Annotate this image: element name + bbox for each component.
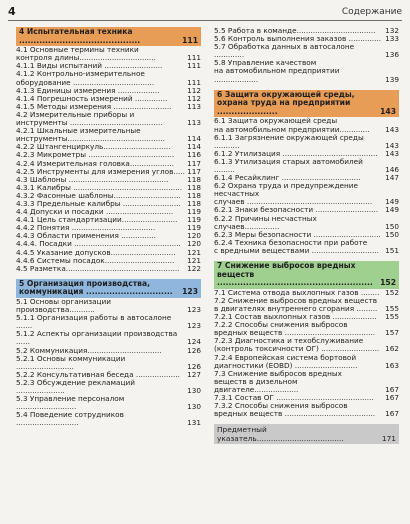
section-heading [214,261,399,289]
toc-entry-page: 114 [187,142,201,152]
page-header [0,0,410,22]
toc-entry-title: 4.2.4 Измерительная головка................... [16,158,174,168]
toc-entry [214,67,399,83]
toc-entry-title: 4.4.3 Области применения ............... [16,231,157,241]
section-heading-title: 5 Организация производства, коммуникация .............................. [19,278,173,297]
toc-entry-page: 149 [385,197,399,207]
toc-entry-title: контроля длины................................. [16,53,156,63]
toc-entries [214,289,399,419]
toc-entry-page: 112 [187,93,201,103]
toc-entry-title: 4.4.4. Посадки .............................................. [16,239,181,249]
toc-entry-page: 118 [187,198,201,208]
running-title: Содержание [341,7,402,17]
toc-entry-page: 152 [385,287,399,297]
toc-entry-page: 120 [187,239,201,249]
toc-entry-title: 6.2.3 Меры безопасности ............................. [214,229,381,239]
toc-entry-title: 6.2.2 Причины несчастных случаев............... [214,213,317,231]
toc-entry-page: 147 [385,173,399,183]
toc-entry-page: 122 [187,263,201,273]
toc-entry-title: 4.1.1 Виды испытаний ......................... [16,61,163,71]
toc-entry-title: 4.2.3 Микрометры ..................................... [16,150,175,160]
section-heading [214,90,399,118]
toc-entry [16,330,201,346]
section-heading-title: 4 Испытательная техника .......................................... [19,27,141,45]
section-heading-title-cont: коммуникация .............................. [19,287,173,297]
toc-entry-title: 5.2.2 Консультативная беседа ................... [16,369,180,379]
toc-entry-page: 131 [187,418,201,428]
toc-entry-page: 127 [187,369,201,379]
toc-entry-page: 126 [187,345,201,355]
toc-entry-title: 7.2.4 Европейская система бортовой [214,352,357,362]
toc-entry-title: 7.3 Снижение выбросов вредных [214,368,342,378]
toc-entry-page: 151 [385,245,399,255]
toc-entry-title: на автомобильном предприятии............. [214,124,370,134]
toc-entry-title: вредных веществ ....................................... [214,328,376,338]
toc-entry [16,395,201,411]
toc-entry-page: 112 [187,85,201,95]
toc-section [214,261,399,418]
toc-entries [16,46,201,273]
toc-entry [214,134,399,150]
toc-entry-title: 4.3 Шаблоны ........................................... [16,174,169,184]
toc-entry-page: 167 [385,393,399,403]
toc-entry-title: с вредными веществами ............................. [214,245,379,255]
toc-entry-page: 157 [385,328,399,338]
toc-entry-title: в двигателях внутреннего сгорания ......... [214,304,378,313]
toc-entry-title: 5.1.1 Организация работы в автосалоне ....... [16,313,172,331]
toc-entry-title: 4.4.6 Системы посадок.............................. [16,255,175,265]
toc-entry-title: 5.7 Обработка данных в автосалоне ............. [214,42,355,60]
toc-entry-page: 126 [187,361,201,371]
toc-entry-title: вредных веществ ....................................... [214,409,376,419]
section-heading [16,279,201,298]
toc-entry-title: 4.1 Основные термины техники [16,45,139,55]
toc-entry-title: (контроль токсичности ОГ) ......................... [214,344,380,354]
toc-entry-title: 4.1.4 Погрешность измерений .............. [16,93,168,103]
toc-entry-title: 5.5 Работа в команде.................................. [214,26,376,35]
toc-entries [16,298,201,428]
toc-entry [214,247,399,255]
toc-entry-title: инструменты ........................................ [16,118,163,128]
toc-entry-page: 121 [187,247,201,257]
toc-entry [214,158,399,174]
toc-entry-page: 116 [187,150,201,160]
toc-entry-title: 5.2.1 Основы коммуникации ......................... [16,353,126,371]
toc-entry-title: 4.4.2 Понятия .................................... [16,223,156,233]
toc-entry-page: 117 [187,158,201,168]
toc-entry-title: 5.1.2 Аспекты организации производства ...... [16,329,178,347]
toc-entry-title: 4.3.2 Фасонные шаблоны............................. [16,190,181,200]
toc-entry [16,298,201,314]
toc-entry-title: 5.2 Коммуникация................................ [16,345,162,355]
toc-entry [214,215,399,231]
toc-entry [16,411,201,427]
toc-entry-title: 5.8 Управление качеством [214,58,317,68]
toc-entry-page: 113 [187,118,201,128]
toc-entry-page: 123 [187,305,201,315]
toc-entry-page: 119 [187,207,201,217]
toc-entry-page: 143 [385,124,399,134]
toc-entry-title: 7.3.1 Состав ОГ .......................................... [214,393,374,403]
toc-entry-title: 7.3.2 Способы снижения выбросов [214,401,348,411]
toc-entry [16,379,201,395]
toc-entries [214,27,399,84]
toc-entry-page: 146 [385,165,399,174]
toc-entry-title: 5.3 Управление персоналом .......................... [16,394,125,412]
toc-entry-title: 5.2.3 Обсуждение рекламаций ..................... [16,377,135,396]
section-heading [16,27,201,46]
toc-entry-page: 118 [187,174,201,184]
toc-entry-title: 6.2.1 Знаки безопасности ........................... [214,205,379,215]
toc-entry-title: 4.1.2 Контрольно-измерительное [16,69,145,79]
toc-entry-page: 113 [187,101,201,111]
toc-entry-page: 119 [187,223,201,233]
toc-entry-page: 123 [187,321,201,331]
toc-entry [16,314,201,330]
toc-entries [214,117,399,255]
toc-entry-page: 139 [385,74,399,84]
toc-entry [16,265,201,273]
toc-entry [214,410,399,418]
toc-entry-title: 7.2.3 Диагностика и техобслуживание [214,336,364,346]
toc-entry-page: 111 [187,53,201,63]
toc-entry-page: 143 [385,148,399,158]
toc-entry-page: 136 [385,50,399,60]
toc-entry-title: 7.2 Снижение выбросов вредных веществ [214,295,378,305]
toc-right-column [214,27,399,444]
toc-entry-title: 4.4 Допуски и посадки ............................. [16,207,174,217]
toc-entry-title: 6.1.2 Утилизация ......................................... [214,148,378,158]
section-heading-title: 7 Снижение выбросов вредных веществ ...................................................... [217,261,373,288]
toc-entry-title: 6.1.4 Ресайклинг .................................. [214,173,361,183]
toc-entry-page: 155 [385,304,399,313]
toc-entry-title: 5.1 Основы организации производства........... [16,297,112,315]
toc-entry-title: 4.4.5 Указание допусков............................ [16,247,176,257]
toc-entry-page: 143 [385,140,399,150]
toc-entry-page: 130 [187,386,201,396]
toc-entry-page: 150 [385,229,399,239]
toc-entry-title: случаев ...................................................... [214,197,373,207]
toc-section [16,27,201,273]
toc-entry-title: 5.4 Поведение сотрудников ........................... [16,410,124,428]
toc-entry-title: 6.1.3 Утилизация старых автомобилей ......... [214,156,363,174]
toc-entry-page: 167 [385,384,399,394]
toc-entry-page: 149 [385,205,399,215]
toc-entry-title: 6.1.1 Загрязнение окружающей среды ........... [214,132,364,150]
toc-entry-title: 4.5 Разметка................................................. [16,263,180,273]
toc-entry-title: 5.6 Контроль выполнения заказов .............. [214,34,382,44]
toc-section [214,27,399,84]
toc-entry-title: 4.3.3 Предельные калибры ......................... [16,198,181,208]
section-heading-title-cont: веществ ...................................................... [217,269,373,288]
section-heading-page: 123 [182,287,198,297]
toc-entry-page: 111 [187,61,201,71]
toc-entry-page: 118 [187,190,201,200]
section-heading-page: 143 [380,106,396,116]
toc-entry-title: 4.2.1 Шкальные измерительные [16,126,141,136]
page-number: 4 [8,5,16,18]
toc-entry-title: 6.2 Охрана труда и предупреждение несчастных [214,181,359,199]
toc-entry [214,43,399,59]
toc-entry-page: 120 [187,231,201,241]
toc-entry-page: 124 [187,337,201,347]
index-entry [214,424,399,444]
toc-entry-page: 162 [385,344,399,354]
index-entry-title: Предметный указатель..................................... [217,425,344,444]
toc-entry-title: 7.2.2 Способы снижения выбросов [214,320,348,330]
toc-entry-title: 4.2 Измерительные приборы и [16,109,135,119]
toc-entry-title: 4.1.3 Единицы измерения .................. [16,85,160,95]
section-heading-page: 111 [182,35,198,45]
toc-entry-page: 150 [385,221,399,231]
toc-entry-page: 167 [385,409,399,419]
toc-entry-page: 114 [187,134,201,144]
toc-entry-title: 6.1 Защита окружающей среды [214,116,338,126]
toc-entry-title: 6.2.4 Техника безопасности при работе [214,237,368,247]
toc-entry-page: 121 [187,255,201,265]
toc-entry-title: 4.2.2 Штангенциркуль............................. [16,142,171,152]
toc-entry-title: 4.1.5 Методы измерения ......................... [16,101,172,111]
toc-entry-page: 155 [385,312,399,322]
toc-entry-page: 163 [385,360,399,370]
toc-entry-title: на автомобильном предприятии ................... [214,66,340,84]
section-heading-title: 6 Защита окружающей среды, охрана труда на предприятии ..................... [217,89,355,116]
section-heading-title-cont: охрана труда на предприятии ..................... [217,98,351,116]
index-entry-page: 171 [381,434,396,444]
toc-entry-page: 117 [187,166,201,176]
toc-entry-title: веществ в дизельном двигателе................... [214,376,299,394]
toc-section [214,90,399,255]
toc-entry-title: 7.1 Система отвода выхлопных газов ........ [214,287,380,297]
section-heading-page: 152 [380,278,396,288]
toc-entry-page: 111 [187,77,201,87]
toc-entry [214,182,399,198]
header-rule [8,20,402,21]
toc-entry-title: 4.4.1 Цель стандартизации........................ [16,215,178,225]
toc-entry-title: оборудование ................................... [16,77,155,87]
toc-section [16,279,201,428]
toc-entry-title: 4.3.1 Калибры ............................................... [16,182,183,192]
toc-entry-title: 4.2.5 Инструменты для измерения углов..... [16,166,185,176]
toc-entry-page: 118 [187,182,201,192]
toc-entry-title: инструменты.......................................... [16,134,165,144]
toc-entry-title: 7.2.1 Состав выхлопных газов ................... [214,312,377,322]
toc-entry-title: диагностики (EOBD) ........................... [214,360,358,370]
toc-entry [16,355,201,371]
toc-left-column [16,27,201,434]
toc-entry-page: 133 [385,34,399,44]
toc-entry-page: 119 [187,215,201,225]
toc-entry-page: 132 [385,26,399,35]
toc-entry [214,378,399,394]
toc-entry-page: 130 [187,402,201,412]
